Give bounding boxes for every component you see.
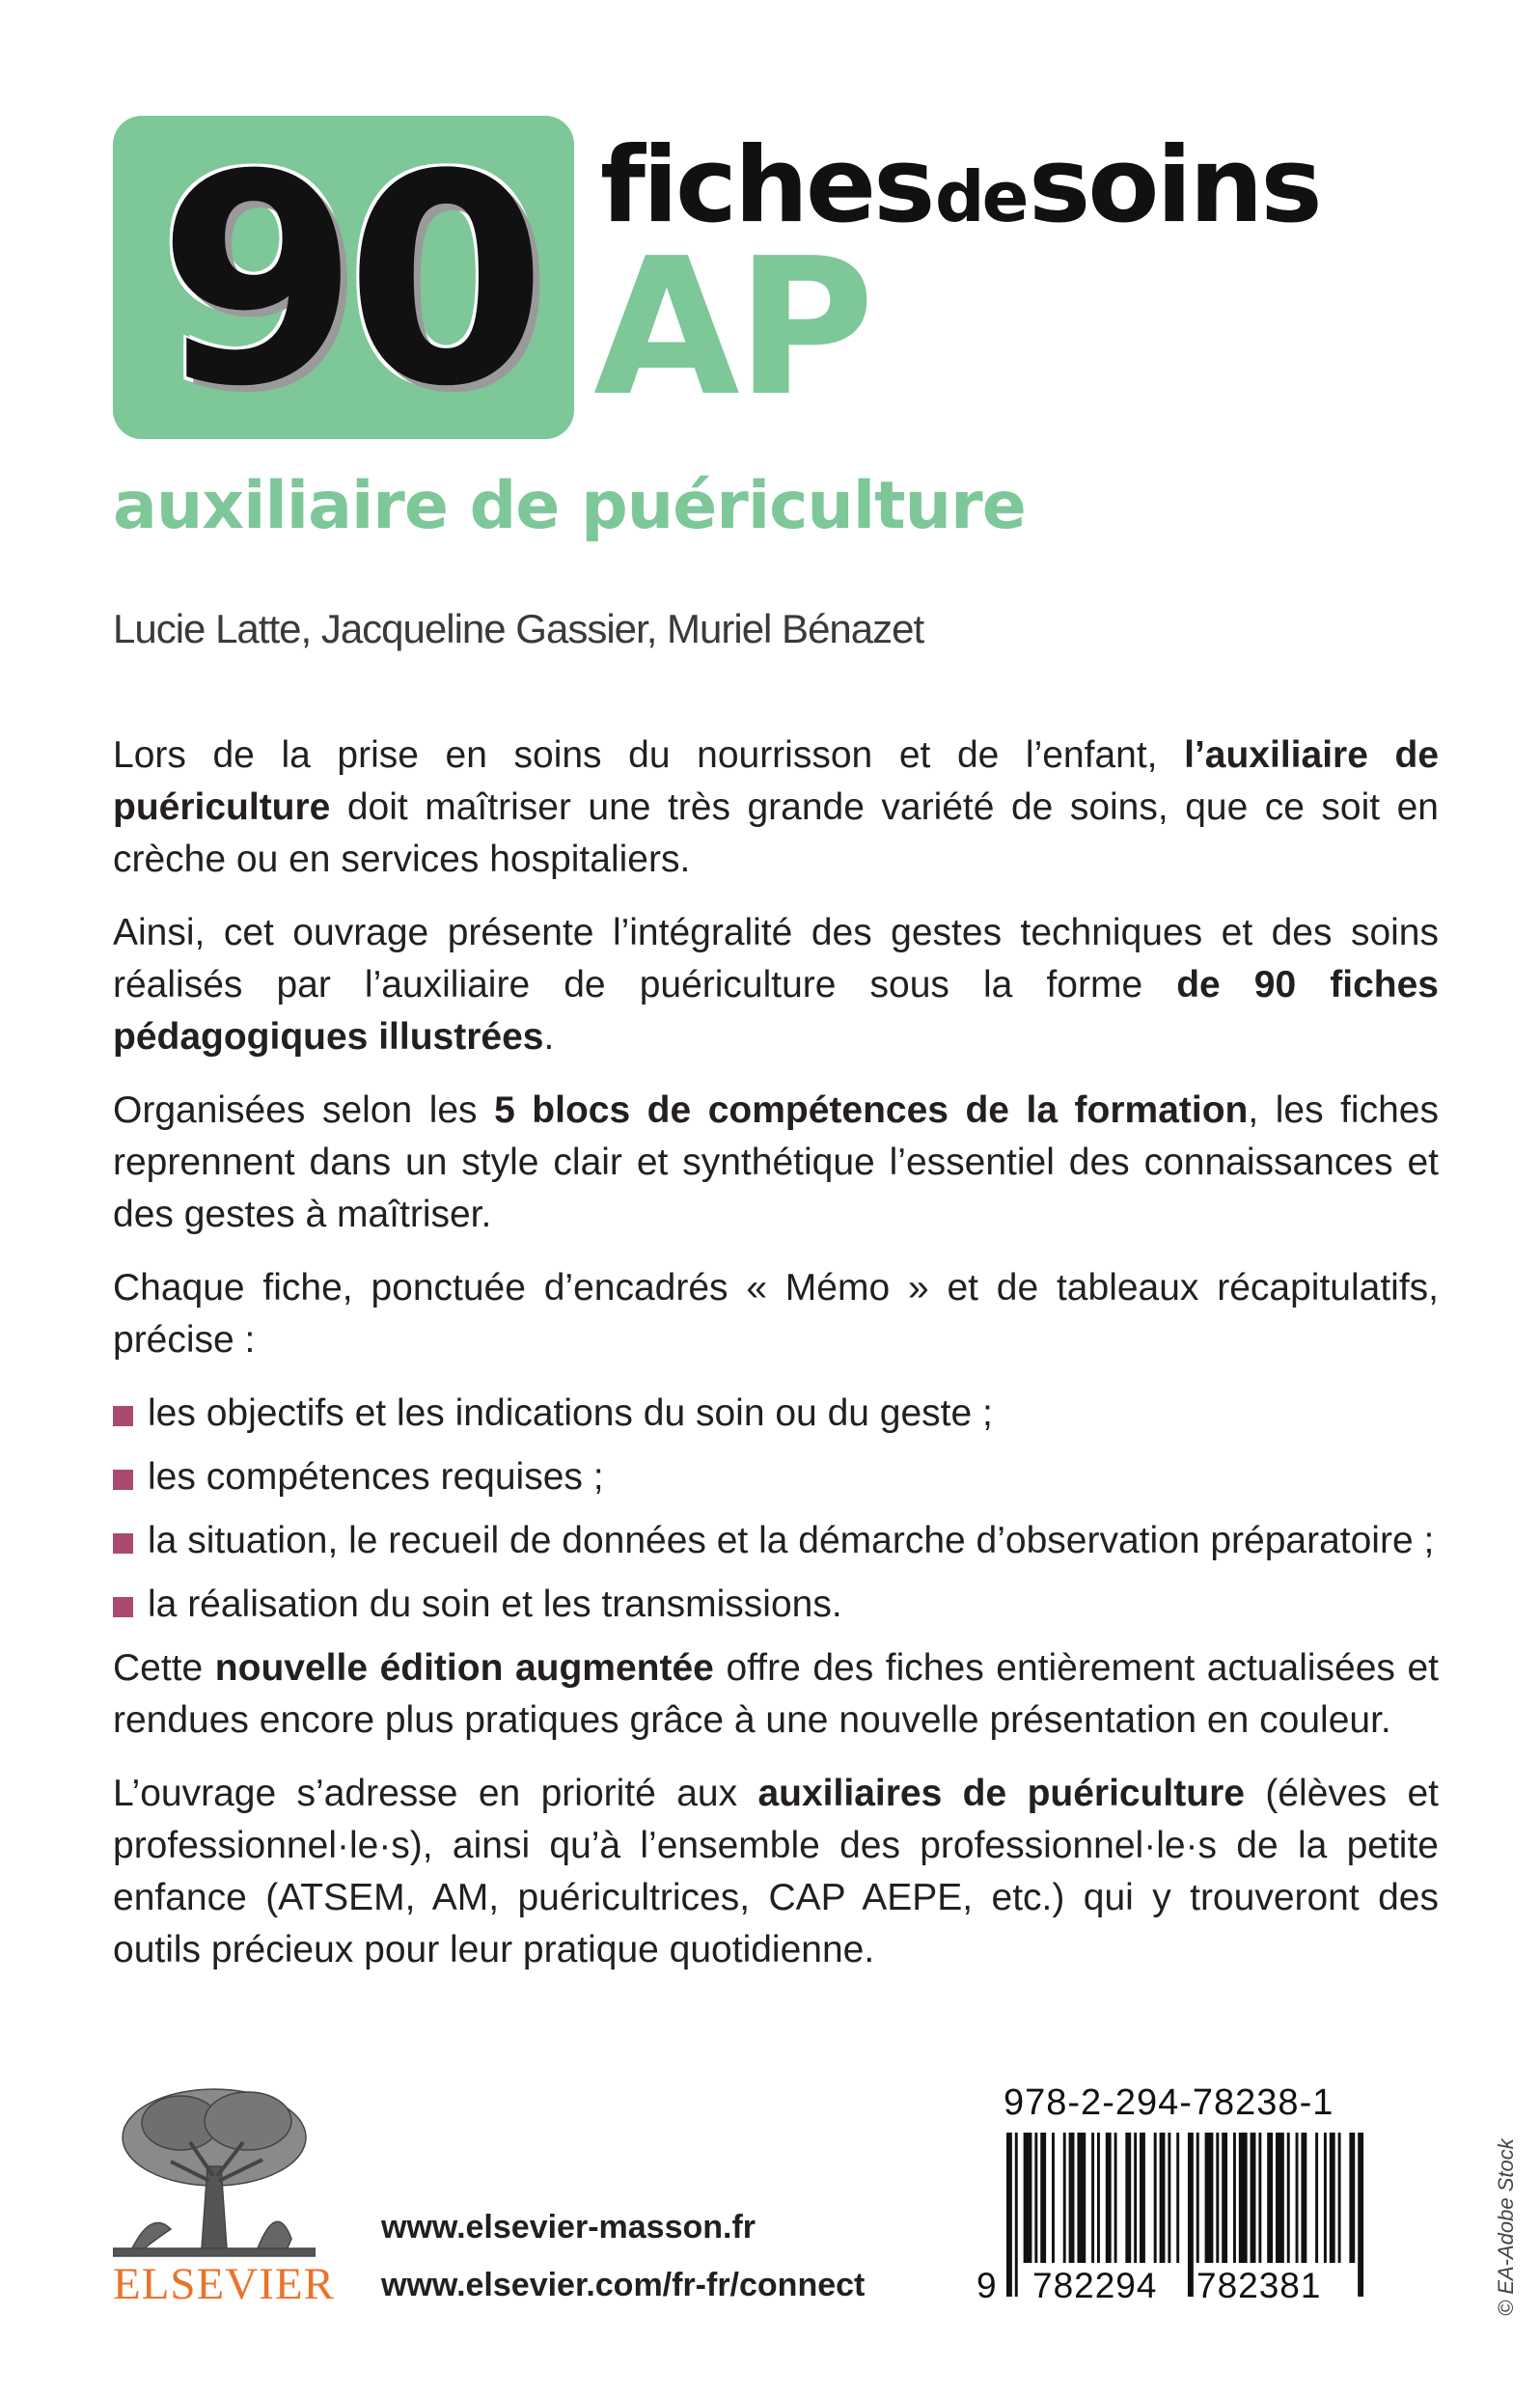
list-item: les compétences requises ; [113, 1451, 1439, 1503]
barcode-bar [1160, 2133, 1166, 2263]
barcode-bar [1015, 2133, 1018, 2297]
authors: Lucie Latte, Jacqueline Gassier, Muriel Bénazet [113, 606, 924, 651]
barcode-bar [1287, 2133, 1290, 2263]
list-item: la réalisation du soin et les transmissions. [113, 1579, 1439, 1631]
barcode-bar [1063, 2133, 1066, 2263]
title-fiches: fiches [600, 125, 933, 246]
barcode-bar [1125, 2133, 1131, 2263]
barcode-bar [1052, 2133, 1055, 2263]
paragraph-3: Organisées selon les 5 blocs de compétences de la formation, les fiches reprennent dans un style clair et synthétique l’essentiel des connaissances et des gestes à maîtriser. [113, 1089, 1439, 1235]
barcode-bar [1097, 2133, 1100, 2263]
barcode-bar [1301, 2133, 1306, 2263]
barcode-bar [1296, 2133, 1299, 2263]
barcode-bar [1024, 2133, 1032, 2263]
barcode-bar [1349, 2133, 1355, 2263]
barcode-bar [1338, 2133, 1341, 2263]
title-soins: soins [1028, 125, 1320, 246]
barcode-bar [1134, 2133, 1137, 2263]
barcode-bar [1196, 2133, 1199, 2263]
barcode-bar [1091, 2133, 1094, 2263]
paragraph-5: Cette nouvelle édition augmentée offre des fiches entièrement actualisées et rendues encore plus pratiques grâce à une nouvelle présentation en couleur. [113, 1647, 1439, 1741]
bullet-square-icon [113, 1470, 133, 1490]
barcode-bar [1222, 2133, 1227, 2263]
back-cover-text [113, 730, 1439, 1998]
barcode-bar [1324, 2133, 1327, 2263]
barcode-bar [1034, 2133, 1037, 2263]
barcode-bar [1251, 2133, 1256, 2263]
title-ap: AP [593, 218, 871, 438]
cover-number: 90 [157, 113, 534, 450]
barcode-bar [1267, 2133, 1273, 2263]
bullet-square-icon [113, 1533, 133, 1554]
publisher-urls [381, 2198, 865, 2314]
barcode-digits-left: 782294 [1032, 2266, 1158, 2305]
barcode-bar [1258, 2133, 1261, 2263]
barcode-bar [1239, 2133, 1248, 2263]
barcode-bar [1040, 2133, 1046, 2263]
url-elsevier-masson[interactable]: www.elsevier-masson.fr [381, 2209, 756, 2245]
paragraph-6: L’ouvrage s’adresse en priorité aux auxiliaires de puériculture (élèves et professionnel·le·s), ainsi qu’à l’ensemble des professionnel·le·s de la petite enfance (ATSEM, AM, puéricultrices, CAP AEPE, etc.) qui y trouveront des outils précieux pour leur pratique quotidienne. [113, 1773, 1439, 1970]
cover-subtitle: auxiliaire de puériculture [113, 468, 1026, 544]
barcode-bar [1188, 2133, 1194, 2297]
paragraph-2: Ainsi, cet ouvrage présente l’intégralité des gestes techniques et des soins réalisés par l’auxiliaire de puériculture sous la forme de 90 fiches pédagogiques illustrées. [113, 912, 1439, 1058]
paragraph-1: Lors de la prise en soins du nourrisson et de l’enfant, l’auxiliaire de puériculture doit maîtriser une très grande variété de soins, que ce soit en crèche ou en services hospitaliers. [113, 734, 1440, 880]
barcode-bar [1216, 2133, 1219, 2263]
barcode-bar [1140, 2133, 1145, 2263]
barcode-digits-right: 782381 [1196, 2266, 1322, 2305]
barcode-bar [1077, 2133, 1086, 2263]
elsevier-wordmark: ELSEVIER [113, 2259, 335, 2309]
barcode-bar [1069, 2133, 1075, 2263]
list-item: les objectifs et les indications du soin ou du geste ; [113, 1388, 1439, 1440]
barcode-bar [1176, 2133, 1179, 2263]
title-de: de [935, 156, 1027, 237]
barcode-bar [1106, 2133, 1112, 2263]
barcode-bar [1205, 2133, 1214, 2263]
bullet-square-icon [113, 1597, 133, 1617]
barcode-bar [1358, 2133, 1363, 2297]
bullet-square-icon [113, 1406, 133, 1426]
barcode-bar [1006, 2133, 1012, 2297]
barcode-bar [1168, 2133, 1170, 2263]
barcode-bar [1276, 2133, 1284, 2263]
isbn-label: 978-2-294-78238-1 [1004, 2082, 1334, 2123]
bullet-list [113, 1388, 1439, 1631]
barcode-bar [1330, 2133, 1335, 2263]
barcode-bar [1114, 2133, 1117, 2263]
photo-credit: © EA-Adobe Stock [1494, 2138, 1518, 2316]
elsevier-tree-logo-icon [113, 2084, 316, 2258]
barcode-digit-first: 9 [976, 2266, 998, 2305]
list-item: la situation, le recueil de données et la démarche d’observation préparatoire ; [113, 1515, 1439, 1567]
barcode-bar [1154, 2133, 1157, 2263]
barcode-bar [1315, 2133, 1318, 2263]
url-elsevier-connect[interactable]: www.elsevier.com/fr-fr/connect [381, 2267, 866, 2303]
paragraph-4: Chaque fiche, ponctuée d’encadrés « Mémo » et de tableaux récapitulatifs, précise : [113, 1267, 1439, 1361]
barcode-bar [1233, 2133, 1236, 2263]
